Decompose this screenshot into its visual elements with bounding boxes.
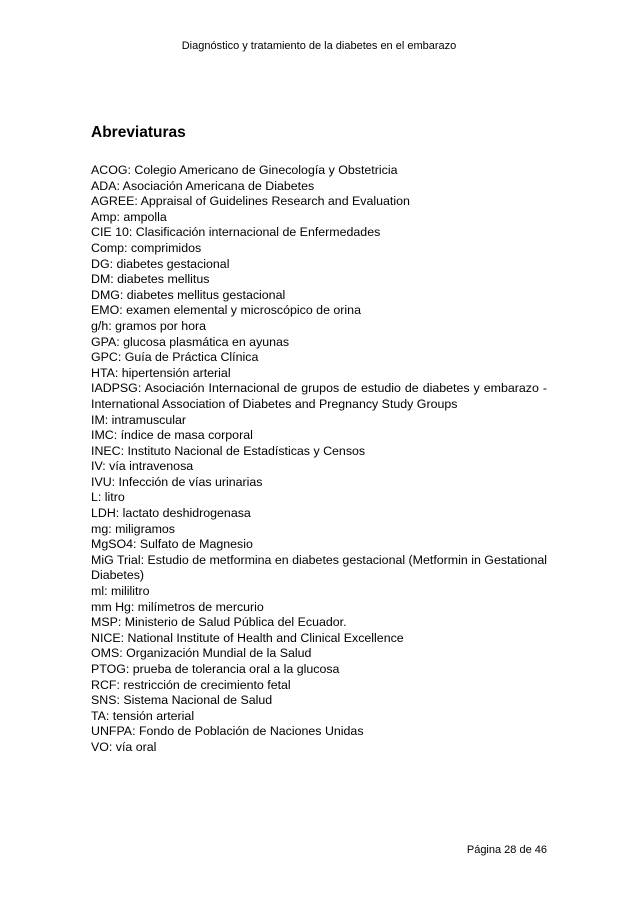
abbreviation-item: IVU: Infección de vías urinarias	[91, 474, 263, 489]
abbreviation-item: SNS: Sistema Nacional de Salud	[91, 693, 273, 708]
abbreviation-item: VO: vía oral	[91, 739, 157, 754]
abbreviation-item: DM: diabetes mellitus	[91, 272, 210, 287]
abbreviation-item: GPA: glucosa plasmática en ayunas	[91, 334, 290, 349]
abbreviation-item: UNFPA: Fondo de Población de Naciones Unidas	[91, 724, 364, 739]
abbreviation-item: OMS: Organización Mundial de la Salud	[91, 646, 312, 661]
abbreviation-item: MSP: Ministerio de Salud Pública del Ecuador.	[91, 615, 347, 630]
page-number: Página 28 de 46	[466, 844, 547, 856]
abbreviation-item: HTA: hipertensión arterial	[91, 365, 231, 380]
abbreviation-item: INEC: Instituto Nacional de Estadísticas y Censos	[91, 443, 366, 458]
abbreviation-item: DG: diabetes gestacional	[91, 256, 230, 271]
abbreviation-item: AGREE: Appraisal of Guidelines Research and Evaluation	[91, 194, 410, 209]
abbreviation-item: NICE: National Institute of Health and Clinical Excellence	[91, 630, 404, 645]
section-title: Abreviaturas	[91, 124, 186, 141]
running-header: Diagnóstico y tratamiento de la diabetes en el embarazo	[181, 40, 457, 52]
abbreviation-item: LDH: lactato deshidrogenasa	[91, 506, 251, 521]
abbreviation-item: DMG: diabetes mellitus gestacional	[91, 287, 286, 302]
abbreviation-item: IADPSG: Asociación Internacional de grupos de estudio de diabetes y embarazo - International Association of Diabetes and Pregnancy Study Groups	[91, 381, 547, 411]
abbreviation-item: mg: miligramos	[91, 521, 175, 536]
abbreviation-list	[91, 163, 547, 756]
abbreviation-item: Comp: comprimidos	[91, 240, 202, 255]
abbreviation-item: MgSO4: Sulfato de Magnesio	[91, 537, 253, 552]
abbreviation-item: ADA: Asociación Americana de Diabetes	[91, 178, 315, 193]
abbreviation-item: IM: intramuscular	[91, 412, 187, 427]
abbreviation-item: EMO: examen elemental y microscópico de orina	[91, 303, 361, 318]
abbreviation-item: mm Hg: milímetros de mercurio	[91, 599, 264, 614]
abbreviation-item: CIE 10: Clasificación internacional de Enfermedades	[91, 225, 381, 240]
abbreviation-item: TA: tensión arterial	[91, 708, 195, 723]
abbreviation-item: ACOG: Colegio Americano de Ginecología y Obstetricia	[91, 163, 398, 177]
abbreviation-item: MiG Trial: Estudio de metformina en diabetes gestacional (Metformin in Gestational Diabetes)	[91, 552, 547, 583]
abbreviation-item: IMC: índice de masa corporal	[91, 428, 253, 443]
abbreviation-item: g/h: gramos por hora	[91, 318, 207, 333]
abbreviation-item: GPC: Guía de Práctica Clínica	[91, 350, 259, 365]
abbreviation-item: L: litro	[91, 490, 125, 505]
abbreviation-item: ml: mililitro	[91, 584, 150, 599]
abbreviation-item: Amp: ampolla	[91, 209, 167, 224]
abbreviation-item: RCF: restricción de crecimiento fetal	[91, 677, 291, 692]
abbreviation-item: PTOG: prueba de tolerancia oral a la glucosa	[91, 662, 340, 676]
abbreviation-item: IV: vía intravenosa	[91, 459, 194, 474]
